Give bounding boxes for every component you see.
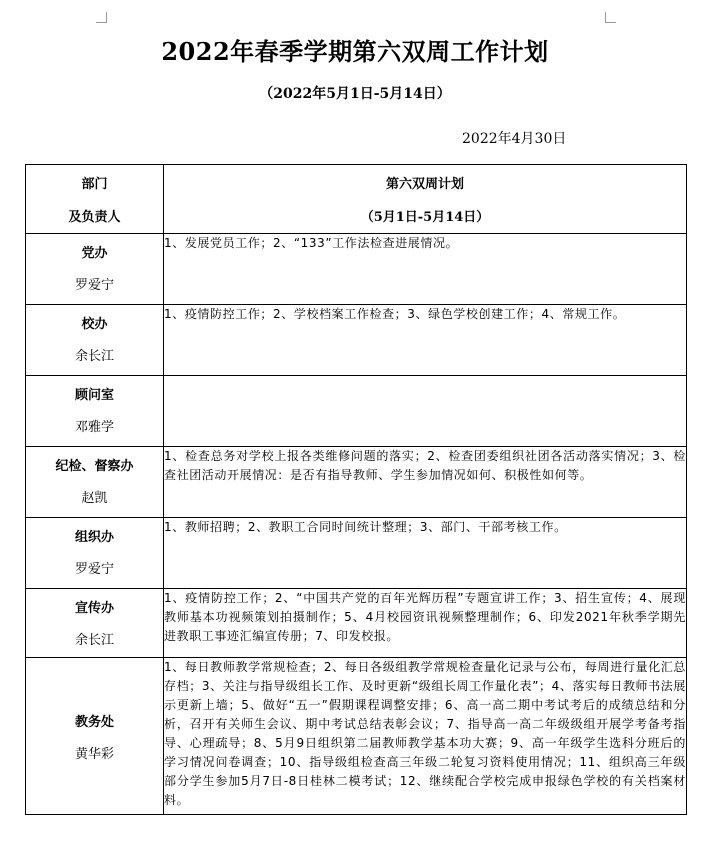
header-plan-label: 第六双周计划 [385, 177, 464, 192]
dept-cell [26, 447, 164, 518]
table-row [26, 447, 687, 518]
plan-cell: 1、疫情防控工作；2、学校档案工作检查；3、绿色学校创建工作；4、常规工作。 [164, 305, 687, 376]
document-title: 2022年春季学期第六双周工作计划 [161, 37, 549, 66]
dept-name: 组织办 [74, 530, 114, 545]
dept-name: 校办 [81, 317, 108, 332]
header-plan-cell [164, 165, 687, 234]
dept-cell [26, 376, 164, 447]
plan-cell [164, 376, 687, 447]
dept-cell [26, 518, 164, 589]
dept-cell [26, 589, 164, 658]
margin-corner-mark-left [96, 12, 107, 23]
plan-cell: 1、检查总务对学校上报各类维修问题的落实；2、检查团委组织社团各活动落实情况；3、检查社团活动开展情况：是否有指导教师、学生参加情况如何、积极性如何等。 [164, 447, 687, 518]
header-person-label: 及负责人 [68, 210, 121, 225]
table-row [26, 518, 687, 589]
dept-person: 余长江 [74, 633, 114, 648]
dept-person: 余长江 [74, 349, 114, 364]
plan-cell: 1、发展党员工作；2、“133”工作法检查进展情况。 [164, 234, 687, 305]
dept-person: 罗爱宁 [74, 278, 114, 293]
table-row [26, 658, 687, 815]
table-row [26, 305, 687, 376]
plan-cell: 1、疫情防控工作；2、“中国共产党的百年光辉历程”专题宣讲工作；3、招生宣传；4、展现教师基本功视频策划拍摄制作；5、4月校园资讯视频整理制作；6、印发2021年秋季学期先进教职工事迹汇编宣传册；7、印发校报。 [164, 589, 687, 658]
plan-cell: 1、教师招聘；2、教职工合同时间统计整理；3、部门、干部考核工作。 [164, 518, 687, 589]
dept-name: 纪检、督察办 [55, 459, 134, 474]
dept-name: 党办 [81, 246, 108, 261]
work-plan-table [25, 164, 687, 815]
dept-name: 顾问室 [74, 388, 114, 403]
dept-cell [26, 234, 164, 305]
document-date: 2022年4月30日 [462, 131, 567, 147]
dept-name: 宣传办 [74, 601, 114, 616]
table-header-row [26, 165, 687, 234]
table-row [26, 376, 687, 447]
dept-person: 赵凯 [81, 491, 108, 506]
plan-cell: 1、每日教师教学常规检查；2、每日各级组教学常规检查量化记录与公布，每周进行量化汇总存档；3、关注与指导级组长工作、及时更新“级组长周工作量化表”；4、落实每日教师书法展示更新上墙；5、做好“五一”假期课程调整安排；6、高一高二期中考试考后的成绩总结和分析，召开有关师生会议、期中考试总结表彰会议；7、指导高一高二年级级组开展学考备考指导、心理疏导；8、5月9日组织第二届教师教学基本功大赛；9、高一年级学生选科分班后的学习情况问卷调查；10、指导级组检查高三年级二轮复习资料使用情况；11、组织高三年级部分学生参加5月7日-8日桂林二模考试；12、继续配合学校完成申报绿色学校的有关档案材料。 [164, 658, 687, 815]
header-dept-cell [26, 165, 164, 234]
document-subtitle: （2022年5月1日-5月14日） [259, 86, 451, 102]
header-plan-range: （5月1日-5月14日） [360, 210, 490, 225]
dept-person: 罗爱宁 [74, 562, 114, 577]
header-dept-label: 部门 [81, 177, 108, 192]
dept-cell [26, 305, 164, 376]
dept-cell [26, 658, 164, 815]
table-row [26, 589, 687, 658]
margin-corner-mark-right [605, 12, 616, 23]
dept-name: 教务处 [74, 714, 114, 730]
dept-person: 邓雅学 [74, 420, 114, 435]
table-row [26, 234, 687, 305]
dept-person: 黄华彩 [74, 746, 114, 762]
